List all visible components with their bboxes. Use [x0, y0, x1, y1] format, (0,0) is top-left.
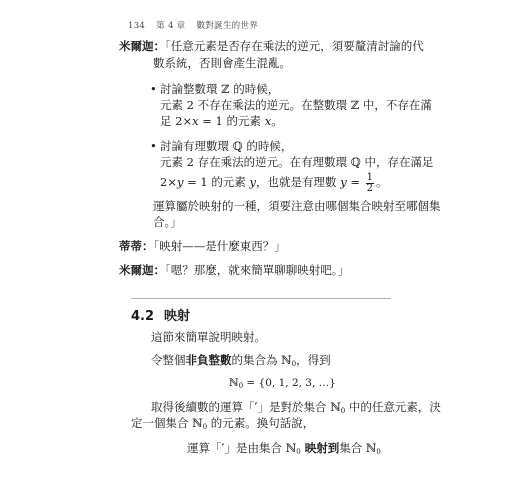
display-equation: ℕ$_0$ = {0, 1, 2, 3, …} — [229, 377, 336, 390]
page-number: 134 — [128, 21, 146, 31]
paragraph-line: 這節來簡單說明映射。 — [151, 330, 266, 344]
paragraph-line: 定一個集合 ℕ$_0$ 的元素。換句話說， — [131, 416, 315, 431]
section-divider — [131, 298, 391, 299]
bullet-body-line: 元素 2 存在乘法的逆元。在有理數環 ℚ 中，存在滿足 — [160, 155, 434, 169]
bullet-body-line: 元素 2 不存在乘法的逆元。在整數環 ℤ 中，不存在滿 — [160, 98, 432, 112]
bullet-item-integer-ring — [160, 81, 279, 97]
bullet-heading: • 討論有理數環 ℚ 的時候， — [160, 139, 293, 153]
chapter-label: 第 4 章 — [156, 21, 186, 31]
speaker-name: 米爾迦： — [119, 263, 165, 277]
paragraph-line: 運算屬於映射的一種，須要注意由哪個集合映射至哪個集 — [153, 199, 441, 213]
section-title: 映射 — [164, 309, 191, 324]
speaker-name: 米爾迦： — [119, 39, 165, 53]
dialogue-line — [119, 38, 424, 54]
dialogue-line — [119, 262, 349, 278]
bullet-body-equation: 足 2×x = 1 的元素 x。 — [160, 114, 283, 128]
paragraph-line: 取得後續數的運算「′」是對於集合 ℕ$_0$ 中的任意元素，決 — [151, 400, 441, 415]
speaker-name: 蒂蒂： — [119, 239, 154, 253]
section-number: 4.2 — [131, 309, 155, 324]
running-header — [128, 19, 258, 31]
chapter-title: 數對誕生的世界 — [196, 21, 259, 31]
bullet-heading: • 討論整數環 ℤ 的時候， — [160, 82, 280, 96]
dialogue-text: 「任意元素是否存在乘法的逆元，須要釐清討論的代 — [165, 39, 424, 53]
dialogue-text: 「嗯？那麼，就來簡單聊聊映射吧。」 — [165, 263, 349, 277]
fraction-one-half: $\frac{1}{2}$ — [366, 171, 374, 194]
bullet-item-rational-ring — [160, 138, 292, 154]
paragraph-line: 合。」 — [153, 215, 182, 229]
dialogue-line — [119, 238, 286, 254]
section-heading — [131, 305, 190, 324]
bullet-body-equation: 2×y = 1 的元素 y，也就是有理數 y = $\frac{1}{2}$ 。 — [160, 171, 388, 194]
centered-statement: 運算「′」是由集合 ℕ$_0$ 映射到集合 ℕ$_0$ — [187, 441, 381, 456]
dialogue-continuation: 數系統，否則會產生混亂。 — [153, 56, 291, 70]
dialogue-text: 「映射——是什麼東西？」 — [153, 239, 286, 253]
paragraph-line: 令整個非負整數的集合為 ℕ$_0$，得到 — [151, 353, 331, 368]
